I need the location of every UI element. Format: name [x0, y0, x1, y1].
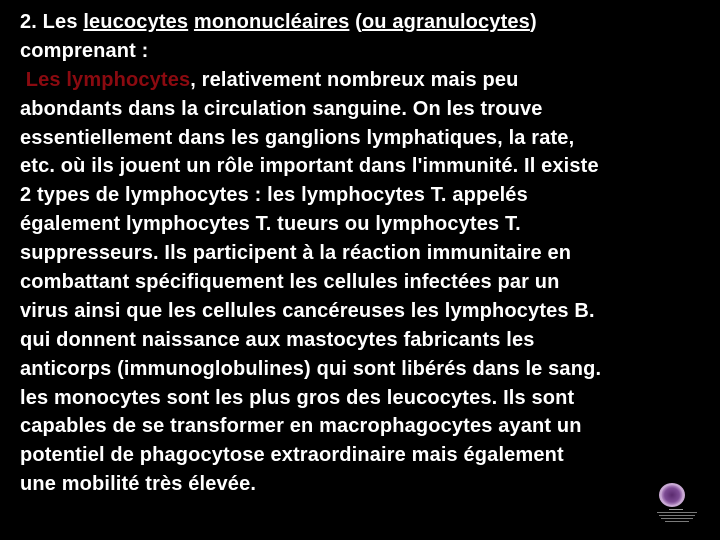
- text-line-13: anticorps (immunoglobulines) qui sont libérés dans le sang.: [20, 357, 602, 380]
- lymphocyte-cell-icon: [655, 482, 689, 508]
- text-line-6: etc. où ils jouent un rôle important dans l'immunité. Il existe: [20, 155, 599, 178]
- text-line-2: comprenant :: [20, 39, 149, 62]
- text-line-14: les monocytes sont les plus gros des leucocytes. Ils sont: [20, 386, 575, 409]
- text-line-5: essentiellement dans les ganglions lymphatiques, la rate,: [20, 126, 575, 149]
- term-leucocytes: leucocytes: [83, 11, 189, 33]
- text-line-17: une mobilité très élevée.: [20, 473, 257, 496]
- term-mononucleaires: mononucléaires: [193, 11, 350, 33]
- text-line-11: virus ainsi que les cellules cancéreuses les lymphocytes B.: [20, 299, 595, 322]
- line1-prefix: 2. Les: [20, 11, 84, 33]
- text-line-7: 2 types de lymphocytes : les lymphocytes T. appelés: [20, 184, 528, 207]
- cell-caption-graphic: [655, 509, 699, 523]
- text-line-4: abondants dans la circulation sanguine. On les trouve: [20, 97, 543, 120]
- text-line-10: combattant spécifiquement les cellules infectées par un: [20, 271, 560, 294]
- line3-rest: , relativement nombreux mais peu: [190, 68, 519, 91]
- body-text: [20, 8, 720, 499]
- term-lymphocytes: Les lymphocytes: [25, 68, 191, 91]
- line1-paren-close: ): [529, 11, 537, 33]
- text-line-12: qui donnent naissance aux mastocytes fabricants les: [20, 328, 535, 351]
- text-line-16: potentiel de phagocytose extraordinaire mais également: [20, 444, 564, 467]
- text-line-3: [20, 66, 720, 95]
- text-line-15: capables de se transformer en macrophagocytes ayant un: [20, 415, 582, 438]
- text-line-9: suppresseurs. Ils participent à la réaction immunitaire en: [20, 242, 572, 265]
- term-agranulocytes: ou agranulocytes: [361, 11, 530, 33]
- text-line-1: [20, 8, 720, 37]
- line1-paren-open: (: [349, 11, 362, 33]
- text-line-8: également lymphocytes T. tueurs ou lymphocytes T.: [20, 213, 521, 236]
